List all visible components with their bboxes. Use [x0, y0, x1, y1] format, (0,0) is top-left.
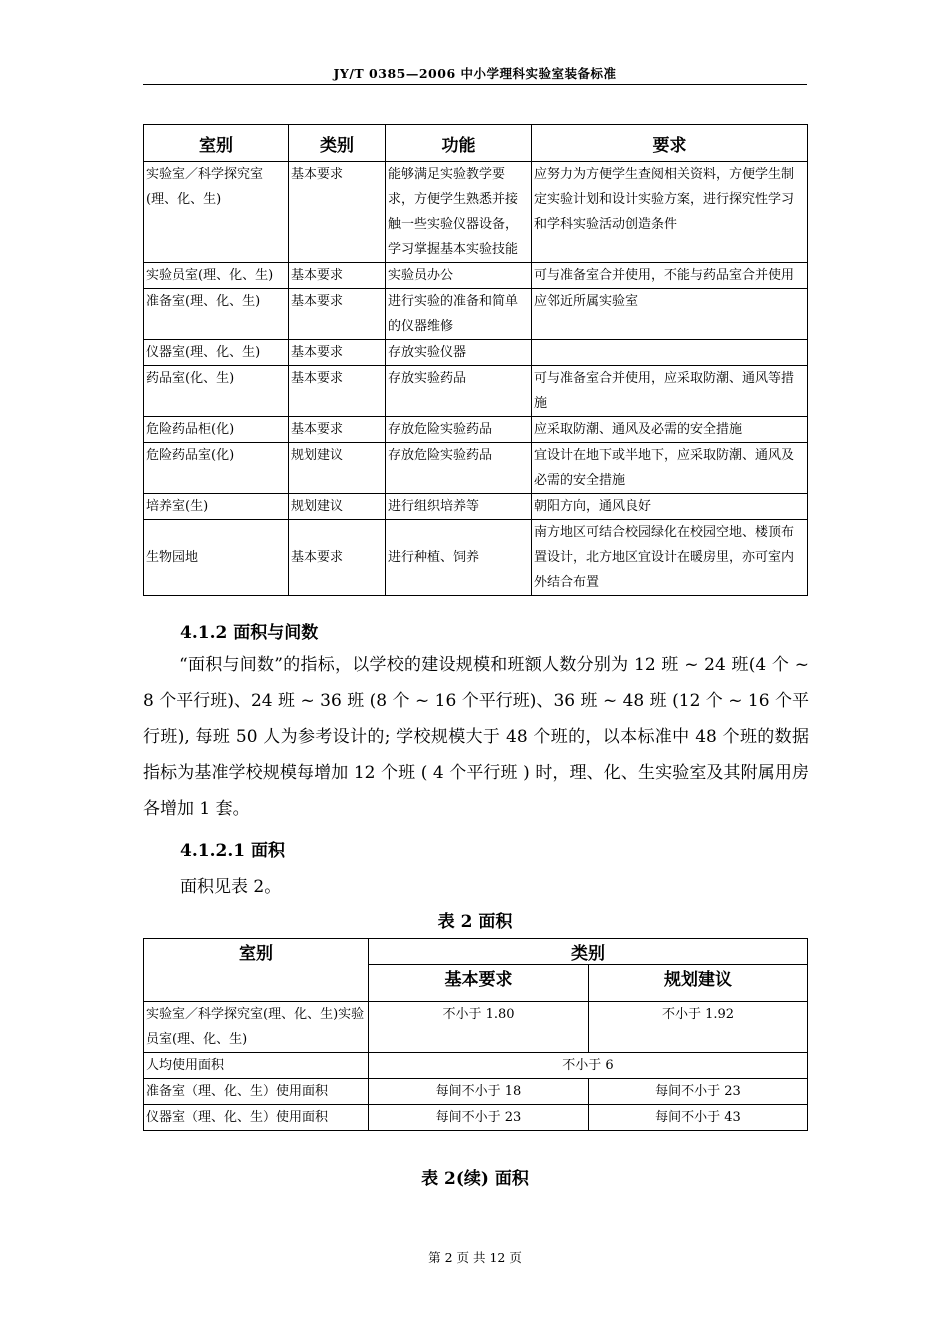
cell-room: 实验室／科学探究室(理、化、生): [144, 162, 289, 263]
cell-category: 基本要求: [289, 340, 386, 366]
cell-function: 能够满足实验教学要求，方便学生熟悉并接触一些实验仪器设备，学习掌握基本实验技能: [386, 162, 532, 263]
cell-room: 培养室(生): [144, 494, 289, 520]
column-header-category: 类别: [369, 939, 808, 965]
cell-function: 存放危险实验药品: [386, 417, 532, 443]
column-header-function: 功能: [386, 125, 532, 162]
cell-category: 基本要求: [289, 520, 386, 596]
column-header-plan: 规划建议: [589, 965, 808, 1002]
page-footer-number: 第 2 页 共 12 页: [428, 1250, 522, 1265]
cell-requirement: [532, 340, 808, 366]
cell-function: 存放实验药品: [386, 366, 532, 417]
table-row: [144, 443, 808, 494]
header-divider: [143, 84, 807, 85]
section-paragraph-4-1-2-1: 面积见表 2。: [180, 877, 282, 897]
cell-room: 危险药品柜(化): [144, 417, 289, 443]
cell-function: 实验员办公: [386, 263, 532, 289]
table-header-row: [144, 125, 808, 162]
table-row: [144, 494, 808, 520]
cell-room: 实验室／科学探究室(理、化、生)实验员室(理、化、生): [144, 1002, 369, 1053]
page-header-title: JY/T 0385—2006 中小学理科实验室装备标准: [333, 66, 617, 81]
column-header-room: 室别: [144, 125, 289, 162]
cell-category: 规划建议: [289, 443, 386, 494]
cell-category: 基本要求: [289, 263, 386, 289]
cell-plan: 每间不小于 43: [589, 1105, 808, 1131]
cell-room: 药品室(化、生): [144, 366, 289, 417]
cell-requirement: 可与准备室合并使用，应采取防潮、通风等措施: [532, 366, 808, 417]
cell-requirement: 应采取防潮、通风及必需的安全措施: [532, 417, 808, 443]
table-row: [144, 162, 808, 263]
column-header-category: 类别: [289, 125, 386, 162]
cell-requirement: 宜设计在地下或半地下，应采取防潮、通风及必需的安全措施: [532, 443, 808, 494]
cell-category: 基本要求: [289, 417, 386, 443]
cell-category: 基本要求: [289, 366, 386, 417]
table-row: [144, 263, 808, 289]
cell-room: 仪器室（理、化、生）使用面积: [144, 1105, 369, 1131]
cell-merged: 不小于 6: [369, 1053, 808, 1079]
section-heading-4-1-2: 4.1.2 面积与间数: [180, 623, 319, 643]
column-header-requirement: 要求: [532, 125, 808, 162]
cell-basic: 每间不小于 23: [369, 1105, 589, 1131]
cell-requirement: 应努力为方便学生查阅相关资料，方便学生制定实验计划和设计实验方案，进行探究性学习和学科实验活动创造条件: [532, 162, 808, 263]
cell-function: 存放实验仪器: [386, 340, 532, 366]
table-row: [144, 1105, 808, 1131]
cell-requirement: 可与准备室合并使用，不能与药品室合并使用: [532, 263, 808, 289]
cell-room: 准备室（理、化、生）使用面积: [144, 1079, 369, 1105]
column-header-room: 室别: [144, 939, 369, 1002]
cell-category: 基本要求: [289, 162, 386, 263]
table-header-row: [144, 939, 808, 965]
table-row: [144, 340, 808, 366]
table-row: [144, 289, 808, 340]
table2-caption: 表 2 面积: [437, 912, 513, 932]
section-heading-4-1-2-1: 4.1.2.1 面积: [180, 841, 285, 861]
cell-function: 存放危险实验药品: [386, 443, 532, 494]
cell-plan: 每间不小于 23: [589, 1079, 808, 1105]
cell-requirement: 南方地区可结合校园绿化在校园空地、楼顶布置设计，北方地区宜设计在暖房里，亦可室内外结合布置: [532, 520, 808, 596]
cell-function: 进行种植、饲养: [386, 520, 532, 596]
column-header-basic: 基本要求: [369, 965, 589, 1002]
cell-room: 准备室(理、化、生): [144, 289, 289, 340]
table-row: [144, 366, 808, 417]
cell-plan: 不小于 1.92: [589, 1002, 808, 1053]
cell-category: 规划建议: [289, 494, 386, 520]
cell-room: 仪器室(理、化、生): [144, 340, 289, 366]
cell-function: 进行组织培养等: [386, 494, 532, 520]
table-row: [144, 1079, 808, 1105]
table-row: [144, 1053, 808, 1079]
cell-requirement: 朝阳方向，通风良好: [532, 494, 808, 520]
table2-continued-caption: 表 2(续) 面积: [421, 1169, 529, 1189]
section-paragraph-4-1-2: “面积与间数”的指标，以学校的建设规模和班额人数分别为 12 班 ~ 24 班(4 个 ~ 8 个平行班)、24 班 ~ 36 班 (8 个 ~ 16 个平行班)、36 班 ~ 48 班 (12 个 ~ 16 个平行班), 每班 50 人为参考设计的; 学校规模大于 48 个班的，以本标准中 48 个班的数据指标为基准学校规模每增加 12 个班 ( 4 个平行班 ) 时，理、化、生实验室及其附属用房各增加 1 套。: [143, 655, 809, 819]
cell-requirement: 应邻近所属实验室: [532, 289, 808, 340]
cell-room: 生物园地: [144, 520, 289, 596]
table-row: [144, 1002, 808, 1053]
table-row: [144, 520, 808, 596]
area-table: [143, 938, 808, 1131]
cell-category: 基本要求: [289, 289, 386, 340]
cell-function: 进行实验的准备和简单的仪器维修: [386, 289, 532, 340]
cell-room: 人均使用面积: [144, 1053, 369, 1079]
table-row: [144, 417, 808, 443]
cell-basic: 每间不小于 18: [369, 1079, 589, 1105]
cell-room: 实验员室(理、化、生): [144, 263, 289, 289]
room-function-table: [143, 124, 808, 596]
cell-room: 危险药品室(化): [144, 443, 289, 494]
cell-basic: 不小于 1.80: [369, 1002, 589, 1053]
